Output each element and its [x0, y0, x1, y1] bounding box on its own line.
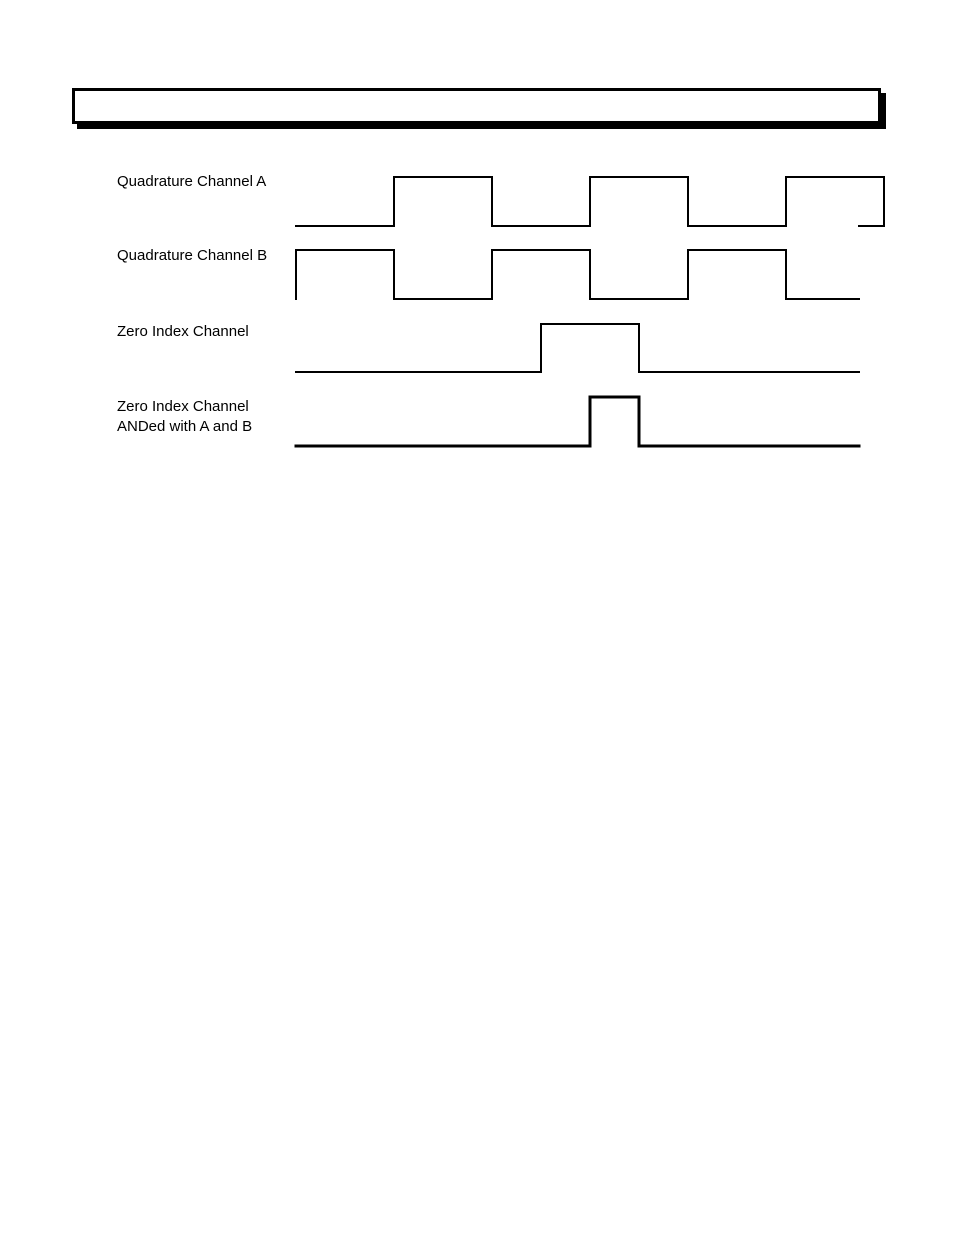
- waveform-channel-b: [296, 250, 859, 299]
- signal-label-text: Quadrature Channel B: [117, 247, 268, 264]
- signal-label-text: Zero Index Channel: [117, 323, 249, 340]
- signal-label-text: ANDed with A and B: [117, 418, 253, 435]
- signal-label-text: Zero Index Channel: [117, 398, 249, 415]
- waveform-zero-index-anded: [296, 397, 859, 446]
- waveform-channel-a: [296, 177, 884, 226]
- signal-label-text: Quadrature Channel A: [117, 173, 267, 190]
- waveform-zero-index: [296, 324, 859, 372]
